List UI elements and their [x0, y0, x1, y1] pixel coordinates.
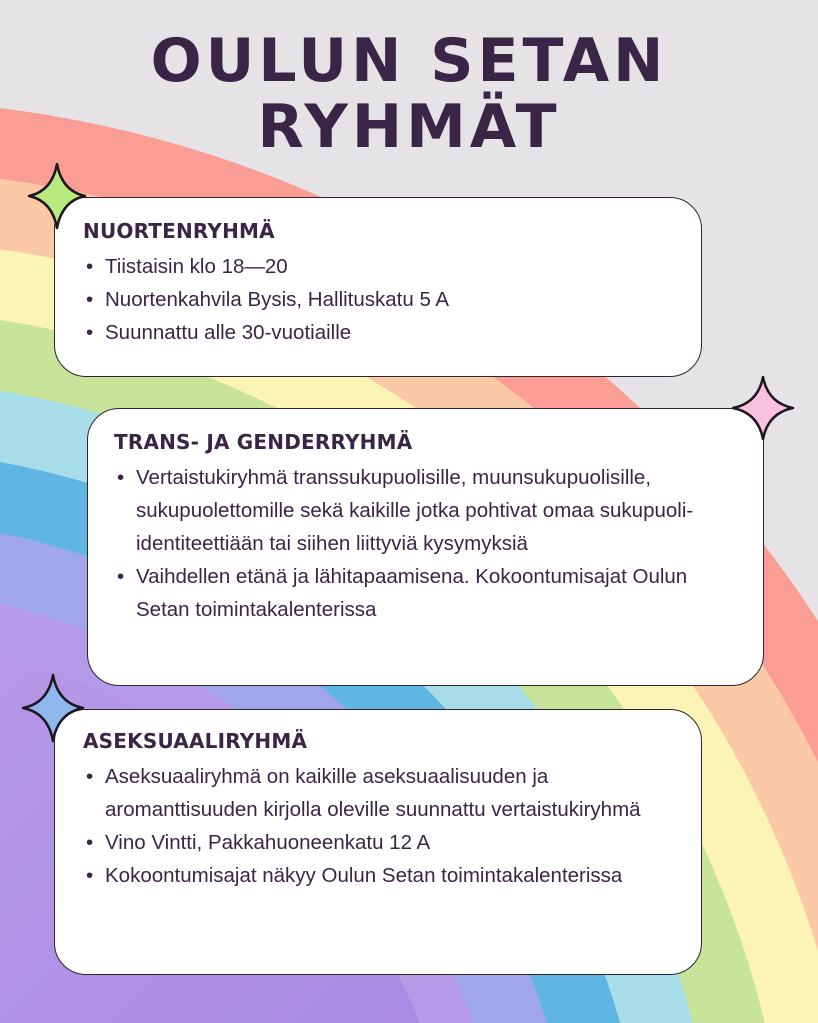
sparkle-icon-green — [26, 160, 88, 232]
list-item: • Tiistaisin klo 18—20 — [83, 250, 673, 283]
group-card-aseksuaali — [54, 709, 702, 975]
page-title — [0, 28, 818, 160]
sparkle-shape — [23, 675, 83, 741]
group-heading: ASEKSUAALIRYHMÄ — [83, 729, 308, 753]
list-item: • Kokoontumisajat näkyy Oulun Setan toimintakalenterissa — [83, 859, 673, 892]
group-details-list — [83, 760, 673, 892]
sparkle-shape — [733, 377, 793, 439]
list-item: • Nuortenkahvila Bysis, Hallituskatu 5 A — [83, 283, 673, 316]
list-item: • Vaihdellen etänä ja lähitapaamisena. Kokoontumisajat Oulun Setan toimintakalenterissa — [114, 560, 737, 626]
sparkle-icon-blue — [20, 672, 86, 744]
list-item: • Vino Vintti, Pakkahuoneenkatu 12 A — [83, 826, 673, 859]
group-heading: NUORTENRYHMÄ — [83, 219, 275, 243]
title-line-2: RYHMÄT — [257, 92, 561, 162]
list-item: • Aseksuaaliryhmä on kaikille aseksuaalisuuden ja aromanttisuuden kirjolla oleville suunnattu vertaistukiryhmä — [83, 760, 673, 826]
group-details-list — [114, 461, 737, 626]
group-details-list — [83, 250, 673, 349]
sparkle-shape — [29, 164, 85, 228]
group-card-nuorten — [54, 197, 702, 377]
title-line-1: OULUN SETAN — [150, 26, 668, 96]
list-item: • Suunnattu alle 30-vuotiaille — [83, 316, 673, 349]
list-item: • Vertaistukiryhmä transsukupuolisille, muunsukupuolisille, sukupuolettomille sekä kaikille jotka pohtivat omaa sukupuoli-identiteettiään tai siihen liittyviä kysymyksiä — [114, 461, 737, 560]
sparkle-icon-pink — [730, 374, 796, 442]
group-card-trans-gender — [87, 408, 764, 686]
group-heading: TRANS- JA GENDERRYHMÄ — [114, 430, 413, 454]
